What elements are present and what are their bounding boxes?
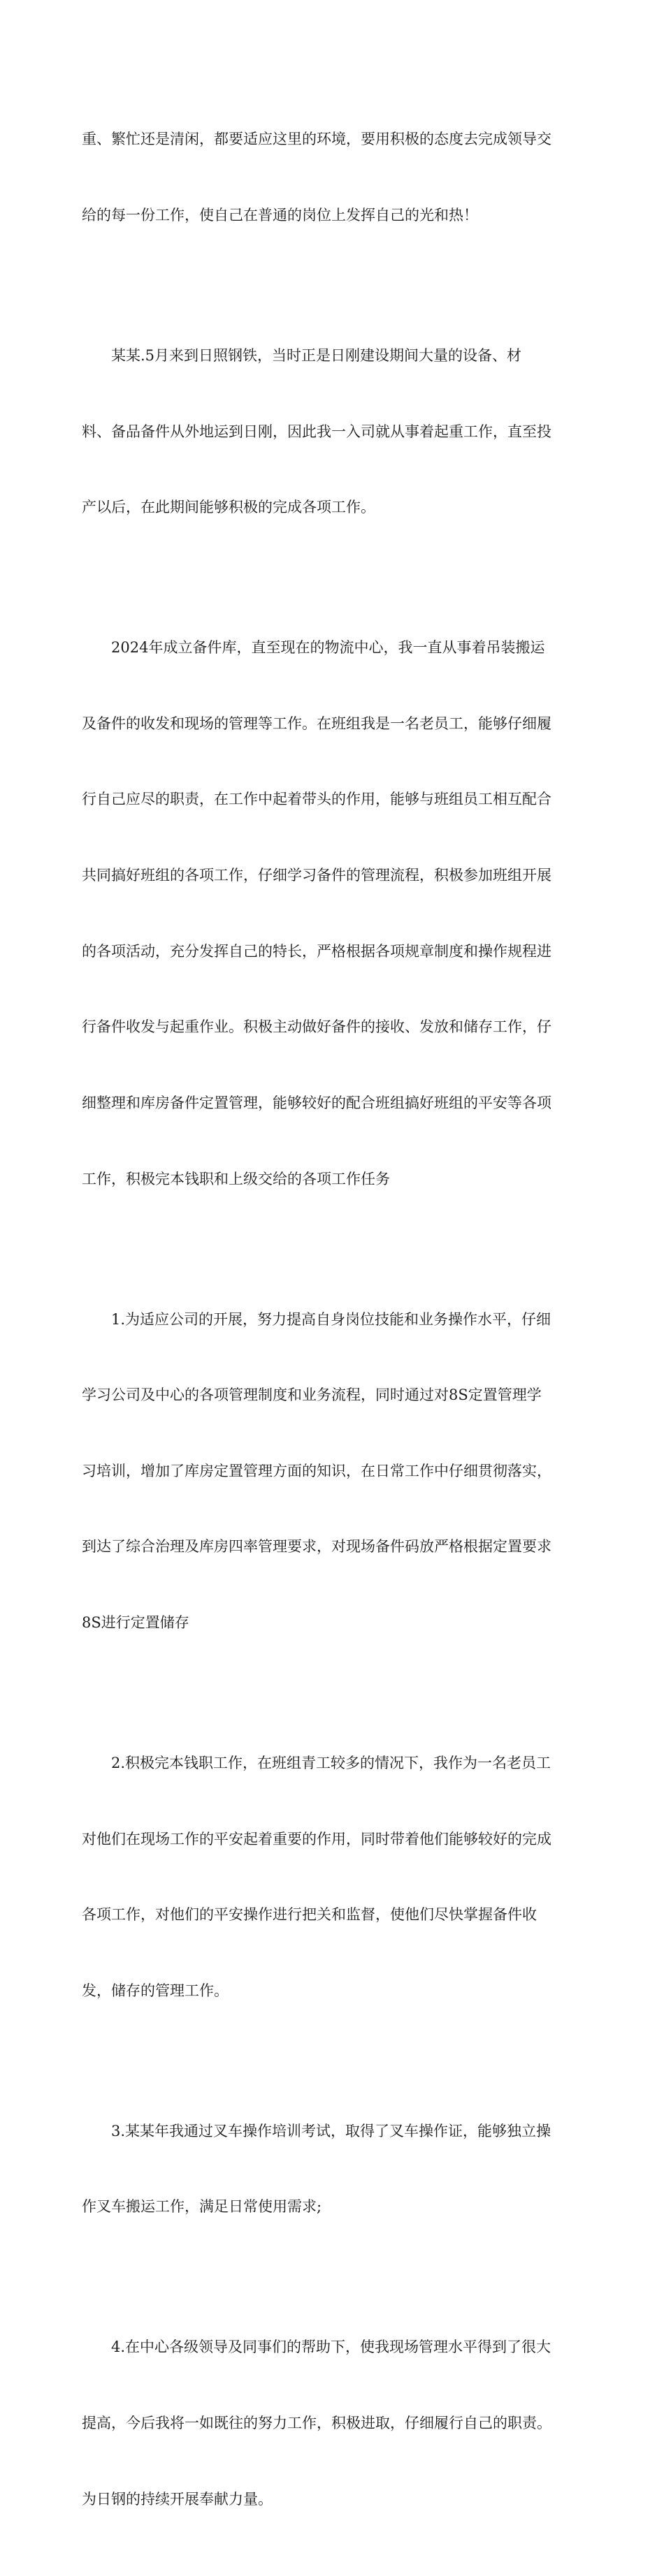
text-line: 各项工作，对他们的平安操作进行把关和监督，使他们尽快掌握备件收 [82, 1906, 537, 1924]
text-line: 8S进行定置储存 [82, 1613, 189, 1631]
text-line: 给的每一份工作，使自己在普通的岗位上发挥自己的光和热！ [82, 207, 478, 224]
text-line: 2024年成立备件库，直至现在的物流中心，我一直从事着吊装搬运 [82, 639, 545, 657]
text-line: 3.某某年我通过叉车操作培训考试，取得了叉车操作证，能够独立操 [82, 2122, 551, 2139]
text-line: 提高，今后我将一如既往的努力工作，积极进取，仔细履行自己的职责。 [82, 2415, 551, 2432]
paragraph-2 [82, 293, 582, 571]
text-line: 行备件收发与起重作业。积极主动做好备件的接收、发放和储存工作，仔 [82, 1018, 551, 1036]
text-line: 料、备品备件从外地运到日刚，因此我一入司就从事着起重工作，直至投 [82, 423, 551, 440]
text-line: 某某.5月来到日照钢铁，当时正是日刚建设期间大量的设备、材 [82, 347, 522, 365]
text-line: 工作，积极完本钱职和上级交给的各项工作任务 [82, 1170, 390, 1187]
paragraph-3 [82, 585, 582, 1242]
paragraph-7 [82, 2284, 582, 2562]
text-line: 重、繁忙还是清闲，都要适应这里的环境，要用积极的态度去完成领导交 [82, 131, 551, 148]
text-line: 1.为适应公司的开展，努力提高自身岗位技能和业务操作水平，仔细 [82, 1310, 551, 1328]
paragraph-1 [82, 76, 582, 279]
text-line: 细整理和库房备件定置管理，能够较好的配合班组搞好班组的平安等各项 [82, 1094, 551, 1111]
text-line: 4.在中心各级领导及同事们的帮助下，使我现场管理水平得到了很大 [82, 2339, 551, 2356]
text-line: 2.积极完本钱职工作，在班组青工较多的情况下，我作为一名老员工 [82, 1755, 551, 1771]
document-body [82, 76, 582, 2576]
text-line: 共同搞好班组的各项工作，仔细学习备件的管理流程，积极参加班组开展 [82, 867, 551, 884]
text-line: 学习公司及中心的各项管理制度和业务流程，同时通过对8S定置管理学 [82, 1386, 542, 1404]
text-line: 及备件的收发和现场的管理等工作。在班组我是一名老员工，能够仔细履 [82, 715, 551, 732]
text-line: 习培训，增加了库房定置管理方面的知识，在日常工作中仔细贯彻落实， [82, 1462, 551, 1479]
text-line: 对他们在现场工作的平安起着重要的作用，同时带着他们能够较好的完成 [82, 1830, 551, 1847]
text-line: 作叉车搬运工作，满足日常使用需求; [82, 2198, 322, 2216]
text-line: 产以后，在此期间能够积极的完成各项工作。 [82, 499, 375, 516]
paragraph-5 [82, 1700, 582, 2054]
text-line: 为日钢的持续开展奉献力量。 [82, 2490, 273, 2508]
text-line: 到达了综合治理及库房四率管理要求，对现场备件码放严格根据定置要求 [82, 1538, 551, 1556]
text-line: 发，储存的管理工作。 [82, 1982, 229, 1999]
paragraph-4 [82, 1256, 582, 1685]
paragraph-6 [82, 2068, 582, 2270]
text-line: 行自己应尽的职责，在工作中起着带头的作用，能够与班组员工相互配合 [82, 791, 551, 808]
text-line: 的各项活动，充分发挥自己的特长，严格根据各项规章制度和操作规程进 [82, 942, 551, 960]
